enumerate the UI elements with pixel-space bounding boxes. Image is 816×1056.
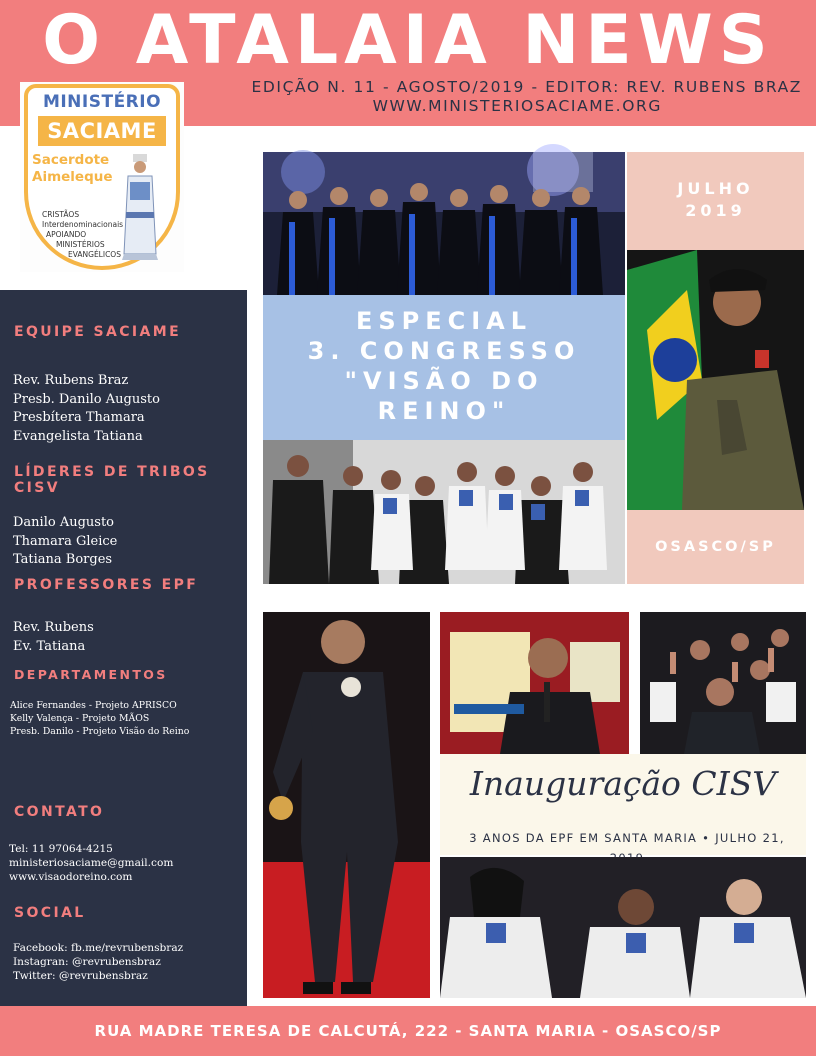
list-item: Presbítera Thamara <box>13 410 145 425</box>
social-heading: SOCIAL <box>14 905 86 921</box>
date-year: 2019 <box>685 201 746 220</box>
especial-line: ESPECIAL <box>355 307 533 335</box>
logo-saciame: SACIAME <box>38 116 166 146</box>
cisv-title: Inauguração CISV <box>469 764 777 803</box>
social-list <box>13 941 183 983</box>
departamentos-heading: DEPARTAMENTOS <box>14 667 168 682</box>
lideres-list <box>13 514 117 570</box>
list-item: Evangelista Tatiana <box>13 428 143 444</box>
equipe-heading: EQUIPE SACIAME <box>14 324 182 340</box>
equipe-list <box>13 372 160 446</box>
list-item: Ev. Tatiana <box>13 638 86 654</box>
list-item: Rev. Rubens Braz <box>13 373 129 388</box>
especial-line: 3. CONGRESSO <box>307 337 581 365</box>
women-photo-image <box>440 857 806 998</box>
email-link[interactable]: ministeriosaciame@gmail.com <box>9 857 174 869</box>
logo-subtitle-line: Sacerdote <box>32 152 110 168</box>
cisv-subtitle: 3 ANOS DA EPF EM SANTA MARIA • JULHO 21, <box>469 831 785 845</box>
twitter-link[interactable]: Twitter: @revrubensbraz <box>13 970 148 982</box>
date-box <box>627 152 804 250</box>
logo-tagline-line: Interdenominacionais <box>42 220 124 229</box>
contato-list <box>9 842 173 884</box>
list-item: Thamara Gleice <box>13 533 118 549</box>
choir-graduation-photo <box>263 152 625 295</box>
contato-heading: CONTATO <box>14 804 105 820</box>
preacher-photo-image <box>263 612 430 998</box>
especial-banner <box>263 295 625 440</box>
facebook-link[interactable]: Facebook: fb.me/revrubensbraz <box>13 942 184 954</box>
logo-tagline-line: MINISTÉRIOS <box>56 240 105 249</box>
list-item: Rev. Rubens <box>13 620 94 635</box>
professores-list <box>13 619 94 656</box>
lideres-heading-line: LÍDERES DE TRIBOS <box>14 464 210 480</box>
prayer-photo-image <box>640 612 806 754</box>
instagram-link[interactable]: Instagran: @revrubensbraz <box>13 956 161 968</box>
choir-photo-image <box>263 152 625 295</box>
especial-line: "VISÃO DO <box>344 367 544 395</box>
worship-women-photo <box>440 857 806 998</box>
logo-shield <box>24 84 180 270</box>
list-item: Kelly Valença - Projeto MÃOS <box>10 713 150 724</box>
website-link[interactable]: WWW.MINISTERIOSACIAME.ORG <box>372 97 662 115</box>
date-month: JULHO <box>677 179 754 198</box>
worship-group-photo <box>263 440 625 584</box>
footer-address: RUA MADRE TERESA DE CALCUTÁ, 222 - SANTA MARIA - OSASCO/SP <box>94 1022 722 1040</box>
website-link[interactable]: www.visaodoreino.com <box>9 871 133 883</box>
logo-tagline-line: EVANGÉLICOS <box>68 250 121 259</box>
list-item: Tatiana Borges <box>13 552 113 567</box>
worship-photo-image <box>263 440 625 584</box>
cisv-banner <box>440 754 806 855</box>
edition-line: EDIÇÃO N. 11 - AGOSTO/2019 - EDITOR: REV. RUBENS BRAZ <box>251 78 802 96</box>
logo-ministerio: MINISTÉRIO <box>42 92 162 112</box>
masthead-title: O ATALAIA NEWS <box>42 1 774 80</box>
preacher-pouring-photo <box>263 612 430 998</box>
sidebar <box>0 290 247 1006</box>
list-item: Presb. Danilo - Projeto Visão do Reino <box>10 726 190 737</box>
footer-banner <box>0 1006 816 1056</box>
logo-subtitle <box>32 152 122 186</box>
priest-figure-icon <box>120 154 160 260</box>
saciame-logo <box>20 82 184 272</box>
departamentos-list <box>10 699 189 738</box>
preacher-banner-photo <box>440 612 629 754</box>
flag-soldier-photo <box>627 250 804 510</box>
list-item: Danilo Augusto <box>13 515 114 530</box>
lideres-heading-line: CISV <box>14 480 61 496</box>
banner-photo-image <box>440 612 629 754</box>
logo-tagline-line: CRISTÃOS <box>42 210 80 219</box>
especial-line: REINO" <box>377 397 511 425</box>
list-item: Alice Fernandes - Projeto APRISCO <box>10 700 177 711</box>
logo-subtitle-line: Aimeleque <box>32 169 113 185</box>
phone-text: Tel: 11 97064-4215 <box>9 843 113 855</box>
flag-soldier-image <box>627 250 804 510</box>
location-box: OSASCO/SP <box>627 510 804 584</box>
logo-tagline-line: APOIANDO <box>46 230 87 239</box>
prayer-hands-photo <box>640 612 806 754</box>
lideres-heading <box>14 464 210 496</box>
list-item: Presb. Danilo Augusto <box>13 391 160 407</box>
professores-heading: PROFESSORES EPF <box>14 577 199 593</box>
